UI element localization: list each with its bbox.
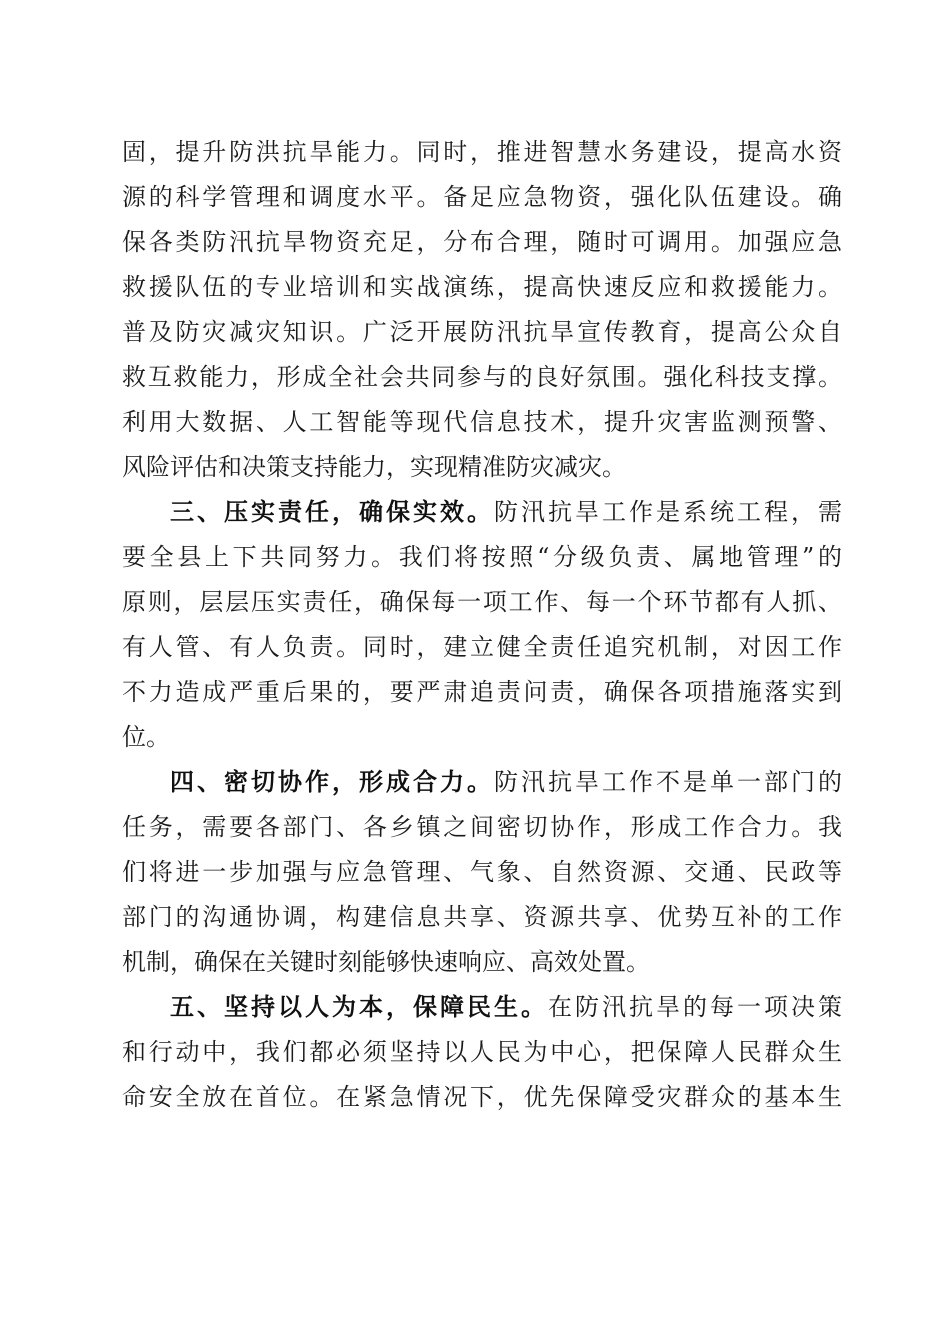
- paragraph-line: 利用大数据、人工智能等现代信息技术，提升灾害监测预警、: [122, 408, 842, 436]
- paragraph-line: 和行动中，我们都必须坚持以人民为中心，把保障人民群众生: [122, 1038, 842, 1066]
- paragraph-line: 命安全放在首位。在紧急情况下，优先保障受灾群众的基本生: [122, 1083, 842, 1111]
- section-3-first-line: [122, 490, 842, 535]
- paragraph-line: 部门的沟通协调，构建信息共享、资源共享、优势互补的工作: [122, 903, 842, 931]
- paragraph-line: 机制，确保在关键时刻能够快速响应、高效处置。: [122, 948, 650, 976]
- paragraph-line: 救互救能力，形成全社会共同参与的良好氛围。强化科技支撑。: [122, 363, 842, 391]
- section-3-heading: 三、压实责任，确保实效。: [170, 498, 494, 526]
- paragraph-line: 位。: [122, 723, 170, 751]
- paragraph-line: 风险评估和决策支持能力，实现精准防灾减灾。: [122, 453, 626, 481]
- paragraph-line: 要全县上下共同努力。我们将按照“分级负责、属地管理”的: [122, 543, 842, 571]
- paragraph-line: 任务，需要各部门、各乡镇之间密切协作，形成工作合力。我: [122, 813, 842, 841]
- paragraph-line: 保各类防汛抗旱物资充足，分布合理，随时可调用。加强应急: [122, 228, 842, 256]
- section-4-first-line: [122, 760, 842, 805]
- paragraph-line: 救援队伍的专业培训和实战演练，提高快速反应和救援能力。: [122, 273, 842, 301]
- section-5-heading: 五、坚持以人为本，保障民生。: [170, 993, 548, 1021]
- paragraph-line: 们将进一步加强与应急管理、气象、自然资源、交通、民政等: [122, 858, 842, 886]
- section-3-first-line-text: 防汛抗旱工作是系统工程，需: [494, 498, 842, 526]
- paragraph-line: 普及防灾减灾知识。广泛开展防汛抗旱宣传教育，提高公众自: [122, 318, 842, 346]
- paragraph-line: 固，提升防洪抗旱能力。同时，推进智慧水务建设，提高水资: [122, 138, 842, 166]
- section-5-first-line: [122, 985, 842, 1030]
- paragraph-line: 原则，层层压实责任，确保每一项工作、每一个环节都有人抓、: [122, 588, 842, 616]
- section-4-first-line-text: 防汛抗旱工作不是单一部门的: [494, 768, 842, 796]
- section-5-first-line-text: 在防汛抗旱的每一项决策: [548, 993, 842, 1021]
- paragraph-line: 源的科学管理和调度水平。备足应急物资，强化队伍建设。确: [122, 183, 842, 211]
- section-4-heading: 四、密切协作，形成合力。: [170, 768, 494, 796]
- body-text: [122, 130, 842, 1120]
- paragraph-line: 有人管、有人负责。同时，建立健全责任追究机制，对因工作: [122, 633, 842, 661]
- paragraph-line: 不力造成严重后果的，要严肃追责问责，确保各项措施落实到: [122, 678, 842, 706]
